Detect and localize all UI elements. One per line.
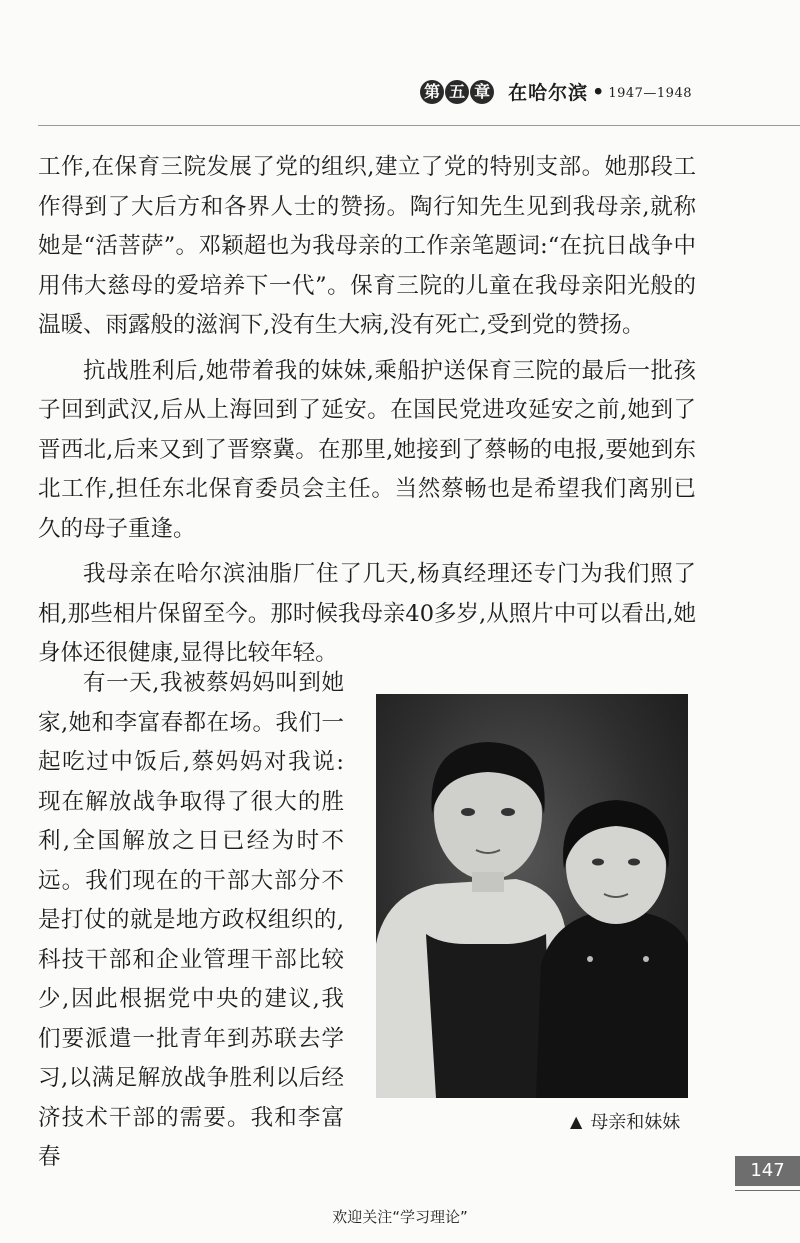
photo-caption (570, 1108, 680, 1134)
paragraph: 我母亲在哈尔滨油脂厂住了几天,杨真经理还专门为我们照了相,那些相片保留至今。那时候我母亲40多岁,从照片中可以看出,她身体还很健康,显得比较年轻。 (38, 561, 696, 666)
body-text (38, 148, 696, 680)
chapter-title: 在哈尔滨 (508, 82, 589, 104)
paragraph: 有一天,我被蔡妈妈叫到她家,她和李富春都在场。我们一起吃过中饭后,蔡妈妈对我说:现在解放战争取得了很大的胜利,全国解放之日已经为时不远。我们现在的干部大部分不是打仗的就是地方政权组织的,科技干部和企业管理干部比较少,因此根据党中央的建议,我们要派遣一批青年到苏联去学习,以满足解放战争胜利以后经济技术干部的需要。我和李富春 (38, 670, 344, 1170)
wrapped-text-column (38, 664, 344, 1178)
photo-illustration (376, 694, 688, 1098)
paragraph: 抗战胜利后,她带着我的妹妹,乘船护送保育三院的最后一批孩子回到武汉,后从上海回到了延安。在国民党进攻延安之前,她到了晋西北,后来又到了晋察冀。在那里,她接到了蔡畅的电报,要她到东北工作,担任东北保育委员会主任。当然蔡畅也是希望我们离别已久的母子重逢。 (38, 357, 696, 542)
header-rule (38, 125, 800, 126)
chapter-badge-char: 第 (420, 80, 444, 104)
chapter-years: 1947—1948 (608, 86, 692, 101)
chapter-badge (420, 80, 494, 104)
chapter-badge-char: 五 (445, 80, 469, 104)
title-separator: • (592, 80, 605, 103)
photo-mother-and-sister (376, 694, 688, 1098)
running-head (420, 78, 692, 105)
paragraph: 工作,在保育三院发展了党的组织,建立了党的特别支部。她那段工作得到了大后方和各界人士的赞扬。陶行知先生见到我母亲,就称她是“活菩萨”。邓颖超也为我母亲的工作亲笔题词:“在抗日战争中用伟大慈母的爱培养下一代”。保育三院的儿童在我母亲阳光般的温暖、雨露般的滋润下,没有生大病,没有死亡,受到党的赞扬。 (38, 154, 696, 338)
chapter-badge-char: 章 (470, 80, 494, 104)
footer-note: 欢迎关注“学习理论” (332, 1208, 468, 1226)
page-number: 147 (735, 1156, 800, 1186)
triangle-up-icon: ▲ (570, 1111, 583, 1131)
caption-text: 母亲和妹妹 (590, 1112, 681, 1133)
page-number-underline (735, 1190, 800, 1191)
